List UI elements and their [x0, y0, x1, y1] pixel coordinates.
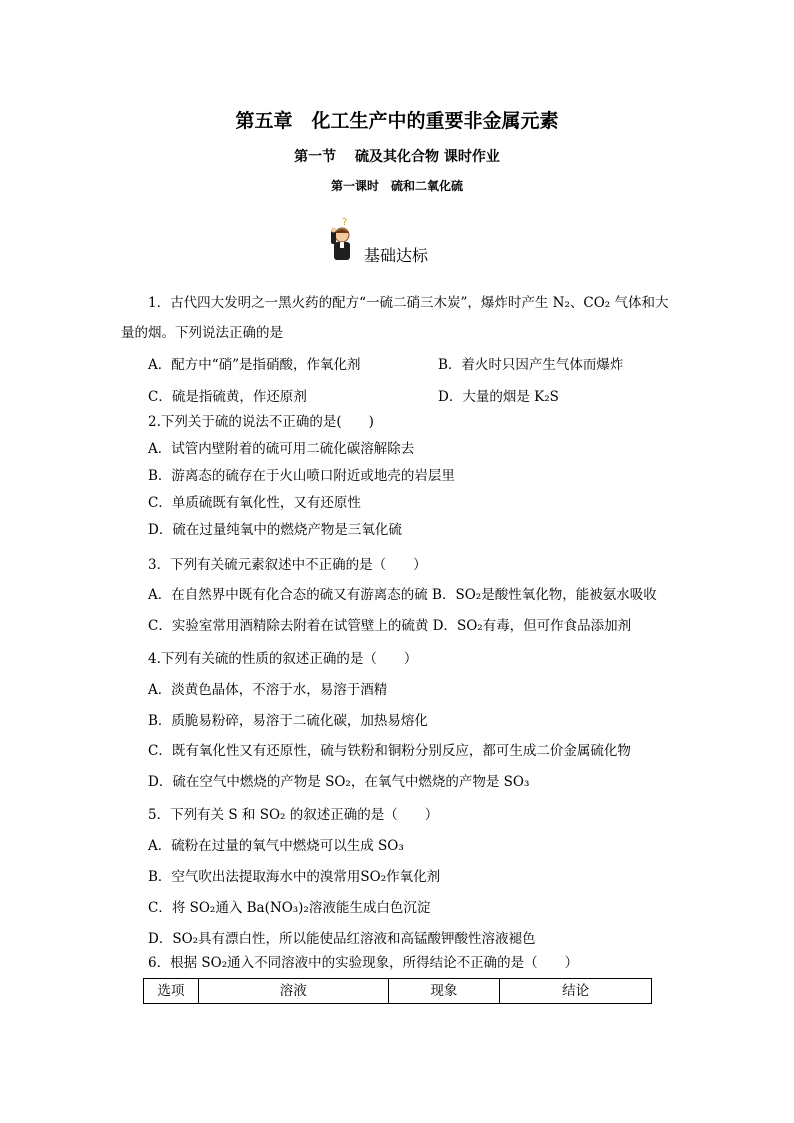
table-header-row [144, 979, 652, 1004]
lesson-title: 第一课时 硫和二氧化硫 [330, 179, 463, 193]
question-5-option-a: A．硫粉在过量的氧气中燃烧可以生成 SO₃ [148, 838, 404, 854]
chapter-title: 第五章 化工生产中的重要非金属元素 [235, 110, 559, 132]
svg-text:?: ? [342, 217, 348, 228]
thinking-student-icon [328, 216, 364, 262]
question-2-option-a: A．试管内壁附着的硫可用二硫化碳溶解除去 [148, 441, 415, 457]
question-2-option-c: C．单质硫既有氧化性，又有还原性 [148, 495, 361, 511]
table-header-conclusion: 结论 [500, 979, 652, 1004]
question-4-option-d: D．硫在空气中燃烧的产物是 SO₂，在氧气中燃烧的产物是 SO₃ [148, 774, 530, 790]
question-4-option-c: C．既有氧化性又有还原性，硫与铁粉和铜粉分别反应，都可生成二价金属硫化物 [148, 743, 631, 759]
question-1-stem: 1．古代四大发明之一黑火药的配方“一硫二硝三木炭”，爆炸时产生 N₂、CO₂ 气体和大 [148, 295, 669, 311]
question-5-option-c: C．将 SO₂通入 Ba(NO₃)₂溶液能生成白色沉淀 [148, 900, 431, 916]
question-1-option-a: A．配方中“硝”是指硝酸，作氧化剂 [148, 357, 361, 373]
answer-table [143, 978, 652, 1004]
question-6-stem: 6．根据 SO₂通入不同溶液中的实验现象，所得结论不正确的是（ ） [148, 955, 579, 971]
question-4-option-b: B．质脆易粉碎，易溶于二硫化碳，加热易熔化 [148, 713, 428, 729]
section-title: 第一节 硫及其化合物 课时作业 [294, 149, 500, 165]
question-5-stem: 5．下列有关 S 和 SO₂ 的叙述正确的是（ ） [148, 807, 439, 823]
question-1-option-d: D．大量的烟是 K₂S [438, 389, 559, 405]
question-4-stem: 4.下列有关硫的性质的叙述正确的是（ ） [148, 651, 418, 667]
question-5-option-d: D．SO₂具有漂白性，所以能使品红溶液和高锰酸钾酸性溶液褪色 [148, 931, 536, 947]
section-badge-label: 基础达标 [364, 246, 429, 265]
question-1-option-c: C．硫是指硫黄，作还原剂 [148, 389, 307, 405]
question-5-option-b: B．空气吹出法提取海水中的溴常用SO₂作氧化剂 [148, 869, 441, 885]
table-header-phenomenon: 现象 [388, 979, 500, 1004]
question-2-option-b: B．游离态的硫存在于火山喷口附近或地壳的岩层里 [148, 468, 455, 484]
table-header-option: 选项 [144, 979, 199, 1004]
question-2-stem: 2.下列关于硫的说法不正确的是( ) [148, 414, 374, 430]
question-2-option-d: D．硫在过量纯氧中的燃烧产物是三氧化硫 [148, 522, 402, 538]
question-4-option-a: A．淡黄色晶体，不溶于水，易溶于酒精 [148, 682, 388, 698]
table-header-solution: 溶液 [198, 979, 388, 1004]
question-1-option-b: B．着火时只因产生气体而爆炸 [438, 357, 624, 373]
question-3-options-cd: C．实验室常用酒精除去附着在试管壁上的硫黄 D．SO₂有毒，但可作食品添加剂 [148, 618, 632, 634]
question-1-stem-cont: 量的烟。下列说法正确的是 [121, 325, 283, 341]
question-3-stem: 3．下列有关硫元素叙述中不正确的是（ ） [148, 557, 427, 573]
question-3-options-ab: A．在自然界中既有化合态的硫又有游离态的硫 B．SO₂是酸性氧化物，能被氨水吸收 [148, 587, 657, 603]
